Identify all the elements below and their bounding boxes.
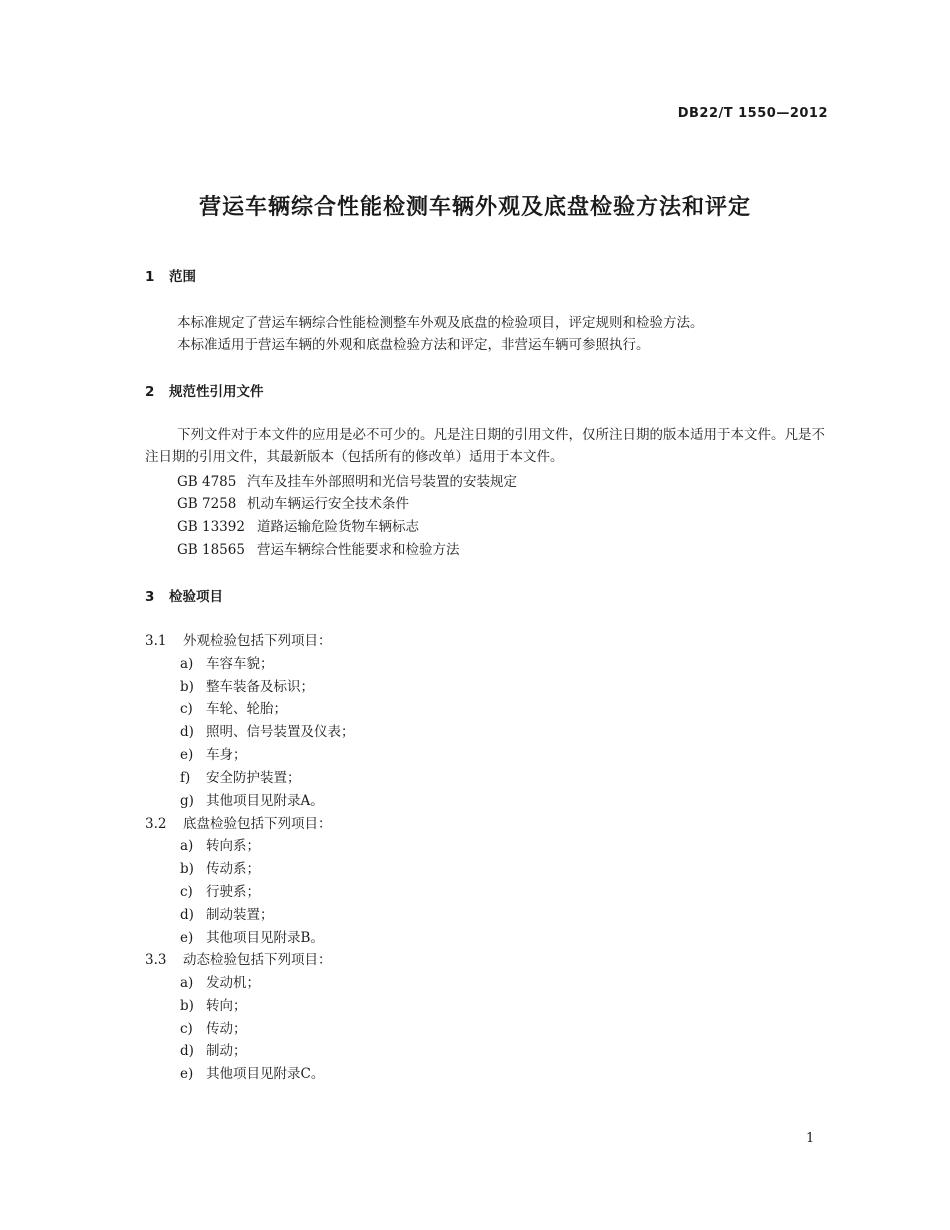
section-title: 规范性引用文件: [169, 384, 264, 400]
section-number: 1: [145, 269, 155, 285]
list-marker: c): [180, 1021, 193, 1037]
list-item: [180, 994, 247, 1014]
section-number: 3: [145, 589, 155, 605]
list-item: [180, 766, 301, 786]
list-marker: g): [180, 793, 194, 809]
list-marker: f): [180, 770, 191, 786]
document-title: 营运车辆综合性能检测车辆外观及底盘检验方法和评定: [198, 195, 751, 220]
list-item: [180, 720, 355, 740]
subsection-number: 3.2: [145, 816, 167, 832]
list-item: [180, 834, 260, 854]
section-2-intro: 下列文件对于本文件的应用是必不可少的。凡是注日期的引用文件，仅所注日期的版本适用于本文件。凡是不注日期的引用文件，其最新版本（包括所有的修改单）适用于本文件。: [145, 427, 825, 465]
list-text: 其他项目见附录B。: [206, 930, 324, 946]
list-marker: e): [180, 1066, 194, 1082]
section-number: 2: [145, 384, 155, 400]
section-title: 范围: [169, 269, 196, 285]
list-text: 车身；: [206, 747, 247, 763]
list-text: 传动系；: [206, 861, 260, 877]
list-text: 车容车貌；: [206, 656, 274, 672]
list-marker: b): [180, 861, 194, 877]
reference-item: [177, 515, 419, 535]
reference-name: 营运车辆综合性能要求和检验方法: [257, 542, 460, 558]
reference-name: 机动车辆运行安全技术条件: [247, 496, 409, 512]
list-marker: e): [180, 930, 194, 946]
subsection-text: 外观检验包括下列项目：: [183, 633, 332, 649]
list-text: 其他项目见附录C。: [206, 1066, 325, 1082]
list-marker: d): [180, 724, 194, 740]
list-item: [180, 743, 247, 763]
list-marker: a): [180, 975, 194, 991]
section-1-paragraph-1: 本标准规定了营运车辆综合性能检测整车外观及底盘的检验项目，评定规则和检验方法。: [177, 315, 704, 331]
list-text: 安全防护装置；: [206, 770, 301, 786]
list-item: [180, 1062, 324, 1082]
list-text: 转向系；: [206, 838, 260, 854]
list-item: [180, 697, 287, 717]
list-item: [180, 971, 260, 991]
reference-name: 汽车及挂车外部照明和光信号装置的安装规定: [247, 474, 517, 490]
list-item: [180, 1039, 247, 1059]
list-item: [180, 880, 260, 900]
list-item: [180, 652, 274, 672]
list-text: 其他项目见附录A。: [206, 793, 324, 809]
reference-code: GB 7258: [177, 496, 237, 512]
reference-code: GB 13392: [177, 519, 245, 535]
section-1-heading: [145, 265, 196, 285]
reference-code: GB 4785: [177, 474, 237, 490]
list-text: 整车装备及标识；: [206, 679, 314, 695]
page-number: 1: [806, 1131, 815, 1146]
list-item: [180, 857, 260, 877]
list-text: 转向；: [206, 998, 247, 1014]
list-item: [180, 789, 324, 809]
list-marker: b): [180, 679, 194, 695]
reference-item: [177, 538, 460, 558]
section-2-heading: [145, 380, 264, 400]
subsection-3-2: [145, 812, 332, 832]
subsection-text: 底盘检验包括下列项目：: [183, 816, 332, 832]
list-marker: d): [180, 1043, 194, 1059]
list-text: 车轮、轮胎；: [206, 701, 287, 717]
list-marker: c): [180, 884, 193, 900]
section-title: 检验项目: [169, 589, 223, 605]
subsection-3-3: [145, 948, 332, 968]
list-text: 行驶系；: [206, 884, 260, 900]
section-1-paragraph-2: 本标准适用于营运车辆的外观和底盘检验方法和评定，非营运车辆可参照执行。: [177, 337, 650, 353]
list-text: 发动机；: [206, 975, 260, 991]
reference-item: [177, 470, 517, 490]
subsection-number: 3.3: [145, 952, 167, 968]
reference-name: 道路运输危险货物车辆标志: [257, 519, 419, 535]
reference-code: GB 18565: [177, 542, 245, 558]
list-text: 制动装置；: [206, 907, 274, 923]
list-item: [180, 1017, 247, 1037]
list-text: 制动；: [206, 1043, 247, 1059]
subsection-3-1: [145, 629, 332, 649]
list-text: 照明、信号装置及仪表；: [206, 724, 355, 740]
list-item: [180, 926, 324, 946]
list-marker: e): [180, 747, 194, 763]
list-marker: c): [180, 701, 193, 717]
list-marker: a): [180, 656, 194, 672]
standard-code: DB22/T 1550—2012: [677, 106, 828, 121]
subsection-number: 3.1: [145, 633, 167, 649]
list-item: [180, 903, 274, 923]
list-marker: d): [180, 907, 194, 923]
list-marker: b): [180, 998, 194, 1014]
section-3-heading: [145, 585, 223, 605]
list-item: [180, 675, 314, 695]
subsection-text: 动态检验包括下列项目：: [183, 952, 332, 968]
list-text: 传动；: [206, 1021, 247, 1037]
reference-item: [177, 492, 409, 512]
list-marker: a): [180, 838, 194, 854]
